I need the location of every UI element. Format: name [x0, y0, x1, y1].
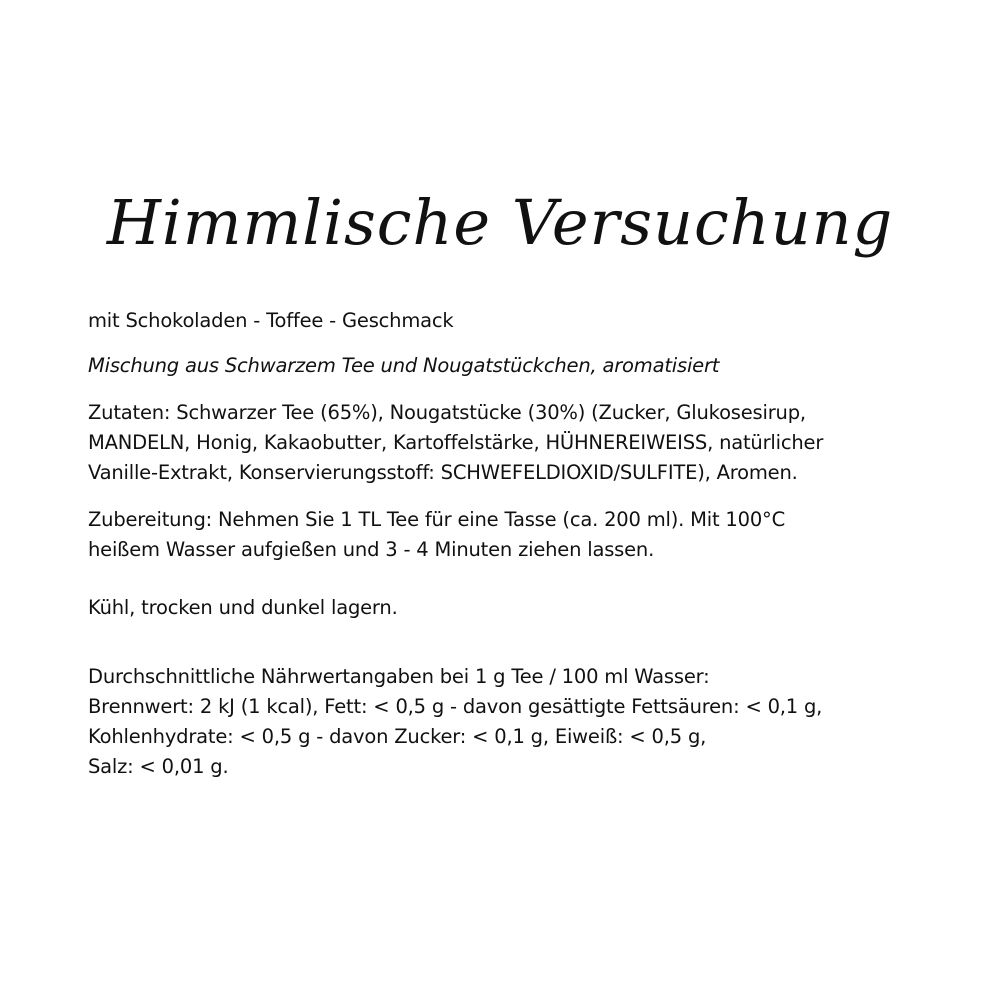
ingredients-line: MANDELN, Honig, Kakaobutter, Kartoffelstärke, HÜHNEREIWEISS, natürlicher	[88, 431, 824, 454]
ingredients-line: Zutaten: Schwarzer Tee (65%), Nougatstücke (30%) (Zucker, Glukosesirup,	[88, 401, 806, 424]
nutrition-line: Salz: < 0,01 g.	[88, 755, 229, 778]
preparation-line: Zubereitung: Nehmen Sie 1 TL Tee für eine Tasse (ca. 200 ml). Mit 100°C	[88, 508, 785, 531]
product-title: Himmlische Versuchung	[106, 186, 894, 259]
description: Mischung aus Schwarzem Tee und Nougatstückchen, aromatisiert	[88, 354, 720, 377]
preparation-block	[88, 505, 968, 565]
nutrition-line: Brennwert: 2 kJ (1 kcal), Fett: < 0,5 g - davon gesättigte Fettsäuren: < 0,1 g,	[88, 695, 823, 718]
subtitle: mit Schokoladen - Toffee - Geschmack	[88, 309, 454, 332]
nutrition-line: Durchschnittliche Nährwertangaben bei 1 g Tee / 100 ml Wasser:	[88, 665, 710, 688]
ingredients-block	[88, 398, 968, 488]
nutrition-block	[88, 662, 968, 782]
nutrition-line: Kohlenhydrate: < 0,5 g - davon Zucker: < 0,1 g, Eiweiß: < 0,5 g,	[88, 725, 707, 748]
preparation-line: heißem Wasser aufgießen und 3 - 4 Minuten ziehen lassen.	[88, 538, 655, 561]
storage-note: Kühl, trocken und dunkel lagern.	[88, 596, 398, 619]
ingredients-line: Vanille-Extrakt, Konservierungsstoff: SCHWEFELDIOXID/SULFITE), Aromen.	[88, 461, 798, 484]
